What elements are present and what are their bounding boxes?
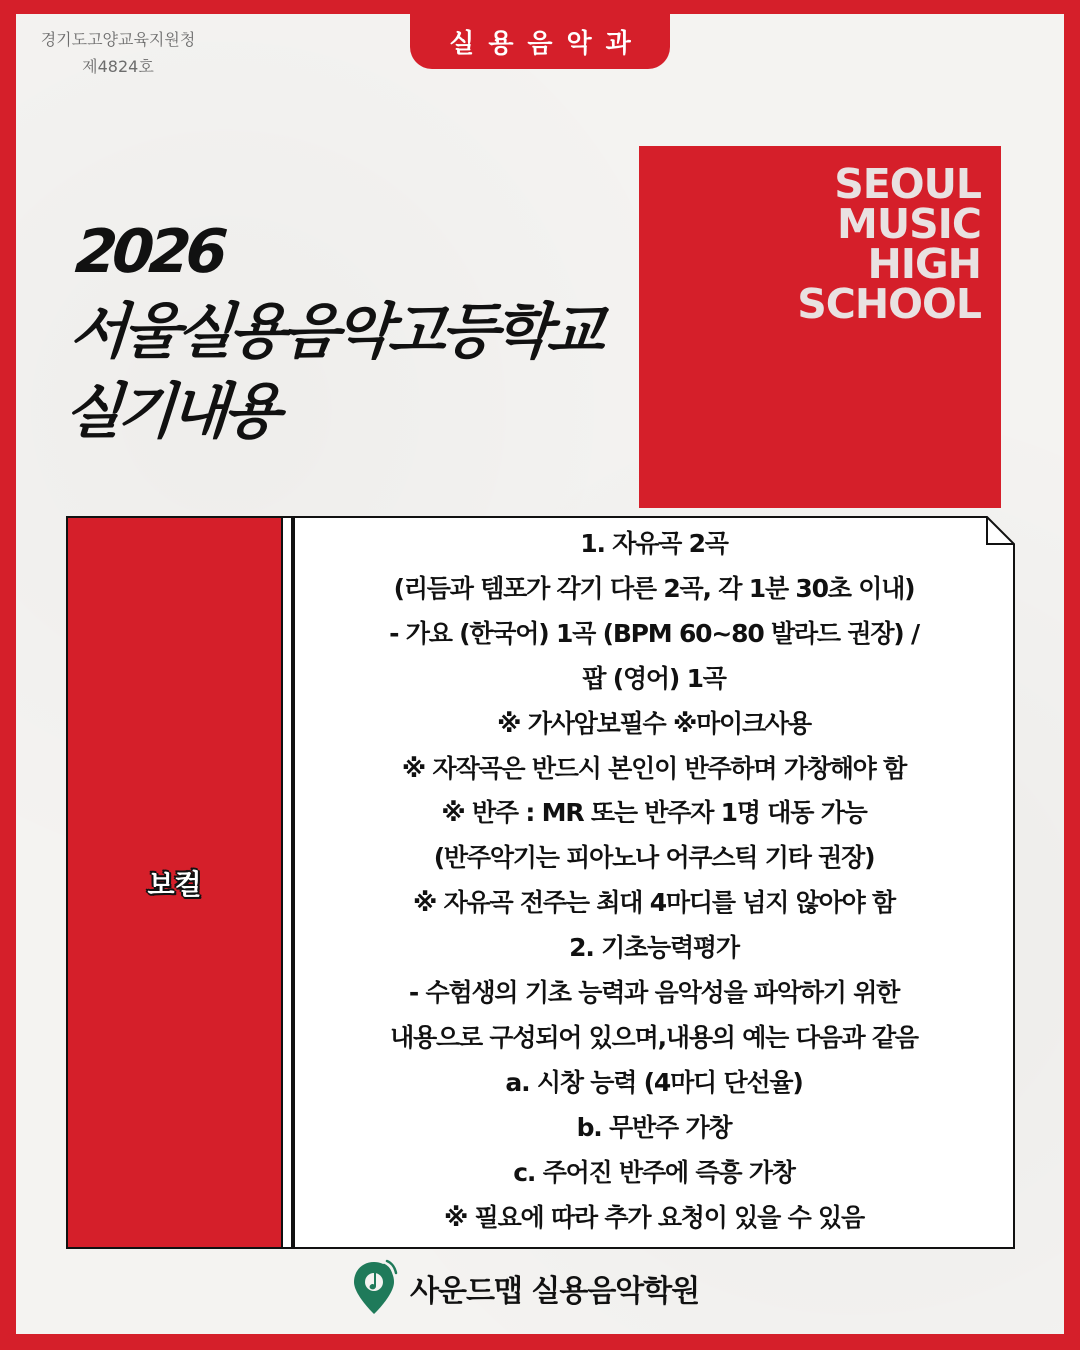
- map-pin-music-icon: [350, 1259, 398, 1317]
- registration-number: 제4824호: [82, 57, 154, 76]
- content-line: 1. 자유곡 2곡: [580, 529, 728, 558]
- content-line: ※ 자작곡은 반드시 본인이 반주하며 가창해야 함: [401, 753, 907, 783]
- content-line: - 가요 (한국어) 1곡 (BPM 60~80 발라드 권장) /: [389, 618, 919, 648]
- content-line: - 수험생의 기초 능력과 음악성을 파악하기 위한: [408, 978, 900, 1008]
- page-title: [62, 212, 608, 452]
- department-tab: 실용음악과: [410, 14, 670, 69]
- content-line: (반주악기는 피아노나 어쿠스틱 기타 권장): [433, 843, 875, 873]
- office-name: 경기도고양교육지원청: [40, 30, 196, 49]
- content-line: c. 주어진 반주에 즉흥 가창: [513, 1157, 795, 1187]
- content-line: ※ 필요에 따라 추가 요청이 있을 수 있음: [444, 1202, 864, 1232]
- content-line: ※ 자유곡 전주는 최대 4마디를 넘지 않아야 함: [413, 888, 895, 918]
- category-cell: [66, 516, 283, 1249]
- exam-content-table: [66, 516, 1015, 1249]
- content-lines: [293, 522, 1015, 1241]
- content-line: ※ 가사암보필수 ※마이크사용: [497, 708, 811, 738]
- school-logo: [639, 146, 1001, 508]
- academy-name: 사운드맵 실용음악학원: [410, 1274, 700, 1309]
- content-cell: [293, 516, 1015, 1249]
- content-line: a. 시창 능력 (4마디 단선율): [505, 1067, 803, 1097]
- content-line: 내용으로 구성되어 있으며,내용의 예는 다음과 같음: [390, 1022, 918, 1052]
- logo-line-school: SCHOOL: [797, 280, 981, 328]
- content-line: b. 무반주 가창: [576, 1112, 732, 1142]
- title-year: 2026: [73, 217, 226, 287]
- content-line: (리듬과 템포가 각기 다른 2곡, 각 1분 30초 이내): [393, 573, 915, 603]
- logo-line-music: MUSIC: [837, 200, 981, 248]
- content-line: ※ 반주 : MR 또는 반주자 1명 대동 가능: [441, 798, 867, 828]
- logo-line-seoul: SEOUL: [834, 160, 981, 208]
- logo-line-high: HIGH: [867, 240, 981, 288]
- title-subject: 실기내용: [61, 377, 279, 447]
- category-label: 보컬: [147, 867, 202, 901]
- title-school: 서울실용음악고등학교: [67, 297, 603, 367]
- content-line: 2. 기초능력평가: [569, 933, 739, 963]
- school-logo-text: [797, 160, 981, 328]
- content-line: 팝 (영어) 1곡: [582, 663, 726, 693]
- footer-academy: [350, 1258, 699, 1318]
- cell-divider: [283, 516, 293, 1249]
- education-office-registration: [28, 26, 208, 80]
